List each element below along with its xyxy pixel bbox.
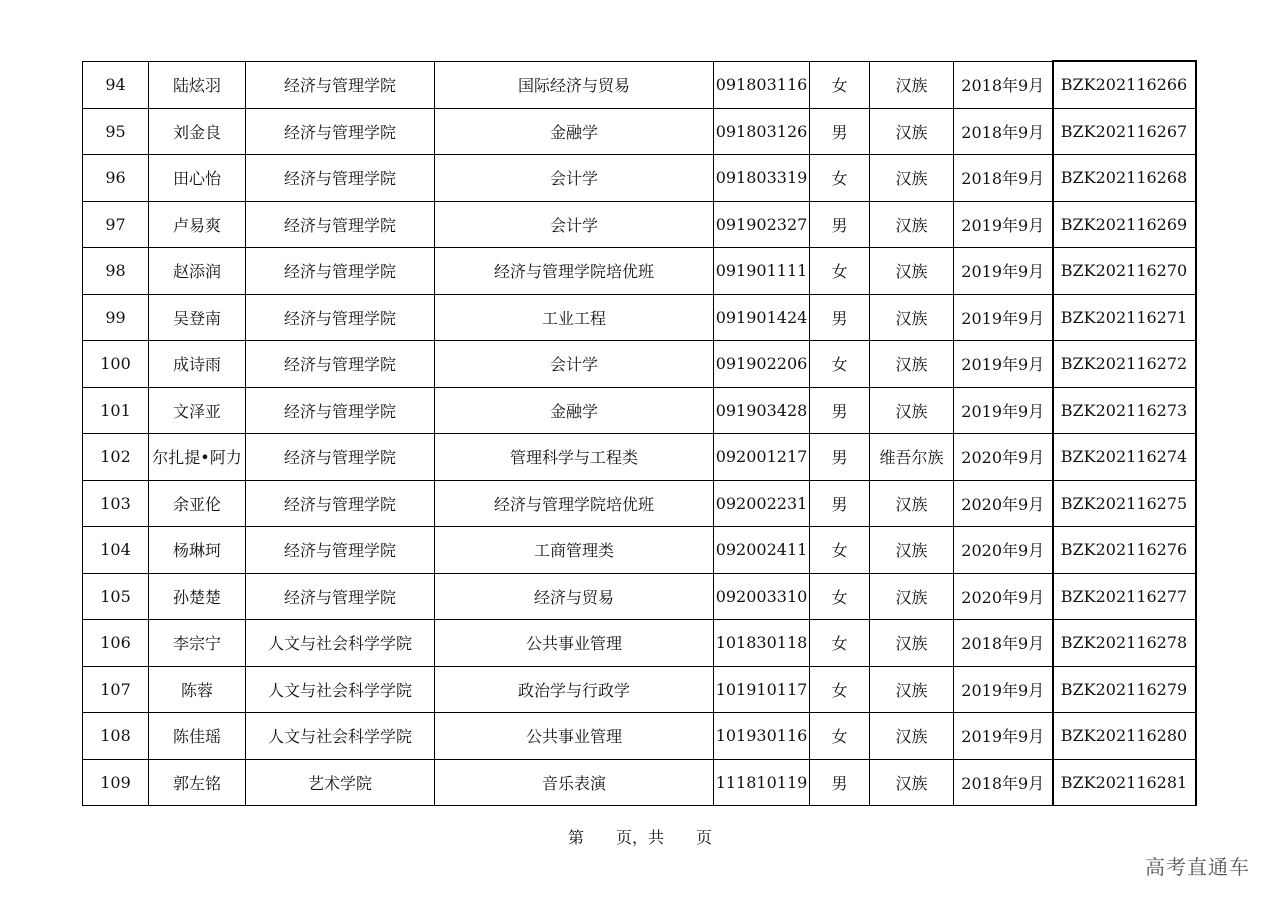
row-number-cell: 100 (83, 341, 149, 388)
college-cell: 经济与管理学院 (246, 155, 435, 202)
table-row (83, 434, 1196, 481)
name-cell: 刘金良 (149, 108, 246, 155)
page-footer: 第 页，共 页 (567, 828, 712, 847)
name-cell: 卢易爽 (149, 201, 246, 248)
enrollment-date-cell: 2019年9月 (954, 387, 1053, 434)
row-number-cell: 98 (83, 248, 149, 295)
ethnicity-cell: 汉族 (870, 620, 954, 667)
row-number-cell: 108 (83, 713, 149, 760)
gender-cell: 女 (810, 620, 870, 667)
major-cell: 金融学 (435, 108, 714, 155)
row-number-cell: 96 (83, 155, 149, 202)
college-cell: 经济与管理学院 (246, 573, 435, 620)
college-cell: 经济与管理学院 (246, 434, 435, 481)
certificate-number-cell: BZK202116267 (1053, 108, 1196, 155)
gender-cell: 男 (810, 759, 870, 806)
ethnicity-cell: 汉族 (870, 573, 954, 620)
enrollment-date-cell: 2020年9月 (954, 527, 1053, 574)
student-id-cell: 091901111 (714, 248, 810, 295)
ethnicity-cell: 维吾尔族 (870, 434, 954, 481)
gender-cell: 女 (810, 61, 870, 108)
name-cell: 陈佳瑶 (149, 713, 246, 760)
student-id-cell: 101930116 (714, 713, 810, 760)
gender-cell: 男 (810, 387, 870, 434)
enrollment-date-cell: 2018年9月 (954, 108, 1053, 155)
name-cell: 孙楚楚 (149, 573, 246, 620)
student-id-cell: 091903428 (714, 387, 810, 434)
certificate-number-cell: BZK202116277 (1053, 573, 1196, 620)
gender-cell: 男 (810, 201, 870, 248)
name-cell: 郭左铭 (149, 759, 246, 806)
table-row (83, 201, 1196, 248)
row-number-cell: 94 (83, 61, 149, 108)
certificate-number-cell: BZK202116276 (1053, 527, 1196, 574)
certificate-number-cell: BZK202116268 (1053, 155, 1196, 202)
college-cell: 艺术学院 (246, 759, 435, 806)
major-cell: 金融学 (435, 387, 714, 434)
ethnicity-cell: 汉族 (870, 201, 954, 248)
name-cell: 李宗宁 (149, 620, 246, 667)
ethnicity-cell: 汉族 (870, 248, 954, 295)
enrollment-date-cell: 2020年9月 (954, 480, 1053, 527)
table-row (83, 248, 1196, 295)
enrollment-date-cell: 2018年9月 (954, 155, 1053, 202)
college-cell: 经济与管理学院 (246, 201, 435, 248)
name-cell: 田心怡 (149, 155, 246, 202)
certificate-number-cell: BZK202116279 (1053, 666, 1196, 713)
student-id-cell: 101830118 (714, 620, 810, 667)
row-number-cell: 102 (83, 434, 149, 481)
gender-cell: 女 (810, 666, 870, 713)
certificate-number-cell: BZK202116278 (1053, 620, 1196, 667)
row-number-cell: 106 (83, 620, 149, 667)
student-id-cell: 092003310 (714, 573, 810, 620)
gender-cell: 女 (810, 341, 870, 388)
student-id-cell: 092002231 (714, 480, 810, 527)
college-cell: 经济与管理学院 (246, 341, 435, 388)
row-number-cell: 105 (83, 573, 149, 620)
college-cell: 经济与管理学院 (246, 108, 435, 155)
enrollment-date-cell: 2019年9月 (954, 201, 1053, 248)
student-table (82, 60, 1197, 806)
major-cell: 音乐表演 (435, 759, 714, 806)
certificate-number-cell: BZK202116269 (1053, 201, 1196, 248)
table-body (83, 61, 1196, 806)
name-cell: 余亚伦 (149, 480, 246, 527)
ethnicity-cell: 汉族 (870, 759, 954, 806)
major-cell: 经济与贸易 (435, 573, 714, 620)
student-id-cell: 091901424 (714, 294, 810, 341)
enrollment-date-cell: 2019年9月 (954, 666, 1053, 713)
student-id-cell: 091902206 (714, 341, 810, 388)
college-cell: 经济与管理学院 (246, 248, 435, 295)
student-id-cell: 111810119 (714, 759, 810, 806)
student-id-cell: 101910117 (714, 666, 810, 713)
enrollment-date-cell: 2020年9月 (954, 434, 1053, 481)
college-cell: 人文与社会科学学院 (246, 713, 435, 760)
major-cell: 管理科学与工程类 (435, 434, 714, 481)
major-cell: 公共事业管理 (435, 620, 714, 667)
certificate-number-cell: BZK202116271 (1053, 294, 1196, 341)
major-cell: 经济与管理学院培优班 (435, 480, 714, 527)
table-row (83, 713, 1196, 760)
ethnicity-cell: 汉族 (870, 294, 954, 341)
student-id-cell: 091803126 (714, 108, 810, 155)
name-cell: 尔扎提•阿力 (149, 434, 246, 481)
certificate-number-cell: BZK202116273 (1053, 387, 1196, 434)
college-cell: 经济与管理学院 (246, 294, 435, 341)
enrollment-date-cell: 2019年9月 (954, 248, 1053, 295)
major-cell: 公共事业管理 (435, 713, 714, 760)
enrollment-date-cell: 2018年9月 (954, 759, 1053, 806)
ethnicity-cell: 汉族 (870, 480, 954, 527)
gender-cell: 女 (810, 713, 870, 760)
table-row (83, 759, 1196, 806)
table-row (83, 527, 1196, 574)
certificate-number-cell: BZK202116280 (1053, 713, 1196, 760)
college-cell: 经济与管理学院 (246, 527, 435, 574)
ethnicity-cell: 汉族 (870, 108, 954, 155)
table-row (83, 666, 1196, 713)
ethnicity-cell: 汉族 (870, 713, 954, 760)
certificate-number-cell: BZK202116281 (1053, 759, 1196, 806)
gender-cell: 男 (810, 480, 870, 527)
table-row (83, 61, 1196, 108)
enrollment-date-cell: 2020年9月 (954, 573, 1053, 620)
gender-cell: 男 (810, 108, 870, 155)
enrollment-date-cell: 2019年9月 (954, 294, 1053, 341)
row-number-cell: 109 (83, 759, 149, 806)
major-cell: 工业工程 (435, 294, 714, 341)
student-id-cell: 091803319 (714, 155, 810, 202)
table-row (83, 480, 1196, 527)
certificate-number-cell: BZK202116266 (1053, 61, 1196, 108)
gender-cell: 女 (810, 248, 870, 295)
enrollment-date-cell: 2018年9月 (954, 620, 1053, 667)
name-cell: 吴登南 (149, 294, 246, 341)
gender-cell: 男 (810, 294, 870, 341)
row-number-cell: 107 (83, 666, 149, 713)
watermark: 高考直通车 (1145, 855, 1250, 879)
enrollment-date-cell: 2019年9月 (954, 713, 1053, 760)
row-number-cell: 104 (83, 527, 149, 574)
table-row (83, 620, 1196, 667)
table-row (83, 387, 1196, 434)
major-cell: 会计学 (435, 201, 714, 248)
table-row (83, 108, 1196, 155)
student-id-cell: 092001217 (714, 434, 810, 481)
enrollment-date-cell: 2019年9月 (954, 341, 1053, 388)
college-cell: 人文与社会科学学院 (246, 620, 435, 667)
table-row (83, 341, 1196, 388)
ethnicity-cell: 汉族 (870, 61, 954, 108)
ethnicity-cell: 汉族 (870, 387, 954, 434)
ethnicity-cell: 汉族 (870, 527, 954, 574)
name-cell: 陆炫羽 (149, 61, 246, 108)
enrollment-date-cell: 2018年9月 (954, 61, 1053, 108)
gender-cell: 女 (810, 155, 870, 202)
certificate-number-cell: BZK202116275 (1053, 480, 1196, 527)
college-cell: 人文与社会科学学院 (246, 666, 435, 713)
gender-cell: 男 (810, 434, 870, 481)
major-cell: 工商管理类 (435, 527, 714, 574)
row-number-cell: 103 (83, 480, 149, 527)
major-cell: 会计学 (435, 341, 714, 388)
table-row (83, 155, 1196, 202)
gender-cell: 女 (810, 527, 870, 574)
ethnicity-cell: 汉族 (870, 155, 954, 202)
certificate-number-cell: BZK202116270 (1053, 248, 1196, 295)
row-number-cell: 99 (83, 294, 149, 341)
student-id-cell: 092002411 (714, 527, 810, 574)
student-id-cell: 091803116 (714, 61, 810, 108)
certificate-number-cell: BZK202116274 (1053, 434, 1196, 481)
row-number-cell: 95 (83, 108, 149, 155)
major-cell: 国际经济与贸易 (435, 61, 714, 108)
gender-cell: 女 (810, 573, 870, 620)
name-cell: 陈蓉 (149, 666, 246, 713)
major-cell: 政治学与行政学 (435, 666, 714, 713)
name-cell: 成诗雨 (149, 341, 246, 388)
certificate-number-cell: BZK202116272 (1053, 341, 1196, 388)
table-row (83, 294, 1196, 341)
ethnicity-cell: 汉族 (870, 666, 954, 713)
row-number-cell: 101 (83, 387, 149, 434)
major-cell: 会计学 (435, 155, 714, 202)
major-cell: 经济与管理学院培优班 (435, 248, 714, 295)
name-cell: 赵添润 (149, 248, 246, 295)
table-row (83, 573, 1196, 620)
college-cell: 经济与管理学院 (246, 61, 435, 108)
name-cell: 文泽亚 (149, 387, 246, 434)
college-cell: 经济与管理学院 (246, 387, 435, 434)
college-cell: 经济与管理学院 (246, 480, 435, 527)
ethnicity-cell: 汉族 (870, 341, 954, 388)
student-id-cell: 091902327 (714, 201, 810, 248)
row-number-cell: 97 (83, 201, 149, 248)
name-cell: 杨琳珂 (149, 527, 246, 574)
